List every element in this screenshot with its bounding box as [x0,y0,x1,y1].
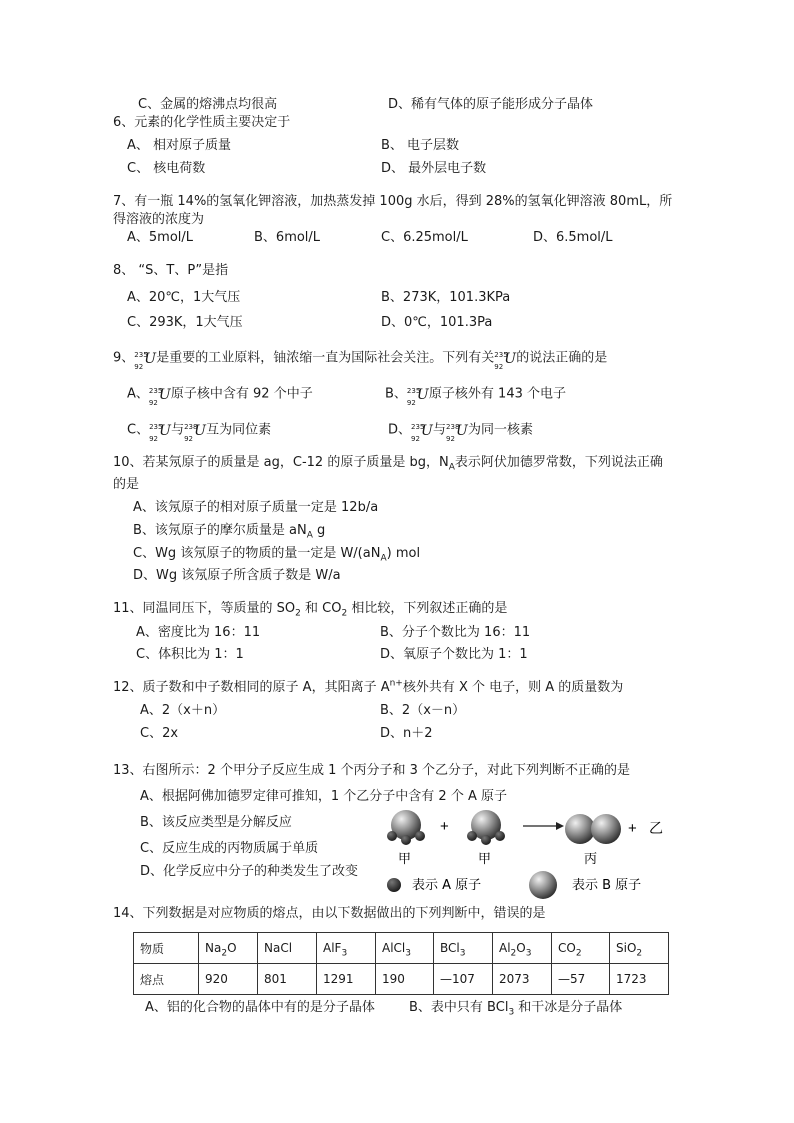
q5-option-d: D、稀有气体的原子能形成分子晶体 [388,97,594,112]
key-b-label: 表示 B 原子 [572,878,642,893]
table-cell: SiO$_2$ [610,933,669,964]
table-cell: NaCl [258,933,317,964]
q8-option-c: C、293K，1大气压 [127,315,243,330]
q10-option-c: C、Wg 该氖原子的物质的量一定是 $W/(aN_A)$ mol [133,546,421,564]
q11-option-d: D、氧原子个数比为 1：1 [380,647,528,662]
q10-stem-line1: 10、若某氖原子的质量是 ag，C-12 的原子质量是 bg，$N_A$表示阿伏加德罗常数，下列说法正确 [113,455,663,473]
q7-option-c: C、6.25mol/L [381,230,468,245]
uranium-235-symbol: 235 92 U [406,387,429,407]
uranium-235-symbol: 235 92 U [149,423,171,443]
q12-option-d: D、n＋2 [380,726,433,741]
q11-stem: 11、同温同压下，等质量的 $SO_2$ 和 $CO_2$ 相比较，下列叙述正确的是 [113,601,508,619]
q7-stem-line2: 得溶液的浓度为 [113,212,205,227]
q8-option-b: B、273K，101.3KPa [381,290,511,305]
q9-option-d: D、 235 92 U 与 238 92 U 为同一核素 [388,422,534,443]
row-label-substance: 物质 [134,933,199,964]
table-cell: $CO_2$ [552,933,610,964]
q13-option-c: C、反应生成的丙物质属于单质 [140,841,319,856]
melting-point-table [133,932,669,995]
key-a-atom-icon [387,878,401,892]
table-cell: 2073 [493,964,552,995]
label-bing: 丙 [584,852,598,867]
q10-option-a: A、该氖原子的相对原子质量一定是 12b/a [133,500,379,515]
table-cell: AlCl$_3$ [376,933,434,964]
q14-option-b: B、表中只有 BCl$_3$ 和干冰是分子晶体 [409,1000,623,1018]
q7-option-a: A、5mol/L [127,230,194,245]
label-jia-2: 甲 [478,852,492,867]
q11-option-a: A、密度比为 16：11 [136,625,261,640]
q13-option-a: A、根据阿佛加德罗定律可推知，1 个乙分子中含有 2 个 A 原子 [140,789,507,804]
key-a-label: 表示 A 原子 [412,878,482,893]
table-row [134,964,669,995]
uranium-235-symbol: 235 92 U [134,351,157,371]
q8-option-a: A、20℃，1大气压 [127,290,241,305]
table-cell: AlF$_3$ [317,933,376,964]
q14-option-a: A、铝的化合物的晶体中有的是分子晶体 [145,1000,375,1015]
table-cell: 801 [258,964,317,995]
uranium-235-symbol: 235 92 U [411,423,433,443]
q6-option-a: A、 相对原子质量 [127,138,232,153]
plus-sign-1: + [440,818,449,835]
q7-option-b: B、6mol/L [254,230,321,245]
label-yi: 乙 [649,821,663,837]
q7-stem-line1: 7、有一瓶 14%的氢氧化钾溶液，加热蒸发掉 100g 水后，得到 28%的氢氧化钾溶液 80mL，所 [113,194,673,209]
q6-option-d: D、 最外层电子数 [381,161,487,176]
table-cell: BCl$_3$ [434,933,493,964]
q11-option-b: B、分子个数比为 16：11 [380,625,531,640]
q6-option-b: B、 电子层数 [381,138,460,153]
q5-option-c: C、金属的熔沸点均很高 [138,97,278,112]
table-cell: —57 [552,964,610,995]
q13-stem: 13、右图所示：2 个甲分子反应生成 1 个丙分子和 3 个乙分子，对此下列判断不正确的是 [113,763,631,778]
table-cell: 190 [376,964,434,995]
q8-option-d: D、0℃，101.3Pa [381,315,493,330]
table-cell: 1291 [317,964,376,995]
q11-option-c: C、体积比为 1：1 [136,647,244,662]
q12-option-a: A、2（x＋n） [140,703,226,718]
q10-option-d: D、Wg 该氖原子所含质子数是 W/a [133,568,341,583]
q8-stem: 8、 “S、T、P”是指 [113,263,229,278]
key-b-atom-icon [529,871,557,899]
table-cell: $Na_2O$ [199,933,258,964]
q10-stem-line2: 的是 [113,477,140,492]
row-label-melting-point: 熔点 [134,964,199,995]
q12-option-c: C、2x [140,726,179,741]
uranium-235-symbol: 235 92 U [494,351,517,371]
uranium-238-symbol: 238 92 U [446,423,468,443]
molecule-jia-2 [467,810,505,845]
uranium-235-symbol: 235 92 U [148,387,171,407]
molecule-bing [565,814,621,844]
plus-sign-2: + [628,820,637,837]
reaction-arrow-icon [523,822,564,830]
q12-stem: 12、质子数和中子数相同的原子 A，其阳离子 $A^{n+}$核外共有 X 个 电子，则 A 的质量数为 [113,678,624,695]
molecule-jia-1 [387,810,425,845]
uranium-238-symbol: 238 92 U [184,423,206,443]
table-cell: 1723 [610,964,669,995]
q14-stem: 14、下列数据是对应物质的熔点，由以下数据做出的下列判断中，错误的是 [113,906,546,921]
q9-stem: 9、 235 92 U 是重要的工业原料，铀浓缩一直为国际社会关注。下列有关 235 92 U 的说法正确的是 [113,350,608,371]
reaction-diagram [378,805,698,900]
table-cell: 920 [199,964,258,995]
label-jia-1: 甲 [398,852,412,867]
q7-option-d: D、6.5mol/L [533,230,613,245]
table-row [134,933,669,964]
table-cell: $Al_2O_3$ [493,933,552,964]
q9-option-b: B、 235 92 U 原子核外有 143 个电子 [385,386,566,407]
q12-option-b: B、2（x－n） [380,703,466,718]
q9-option-a: A、 235 92 U 原子核中含有 92 个中子 [127,386,313,407]
q13-option-b: B、该反应类型是分解反应 [140,815,292,830]
q10-option-b: B、该氖原子的摩尔质量是 $aN_A$ g [133,523,326,541]
table-cell: —107 [434,964,493,995]
q6-stem: 6、元素的化学性质主要决定于 [113,115,291,130]
q9-option-c: C、 235 92 U 与 238 92 U 互为同位素 [127,422,272,443]
q6-option-c: C、 核电荷数 [127,161,206,176]
q13-option-d: D、化学反应中分子的种类发生了改变 [140,864,359,879]
